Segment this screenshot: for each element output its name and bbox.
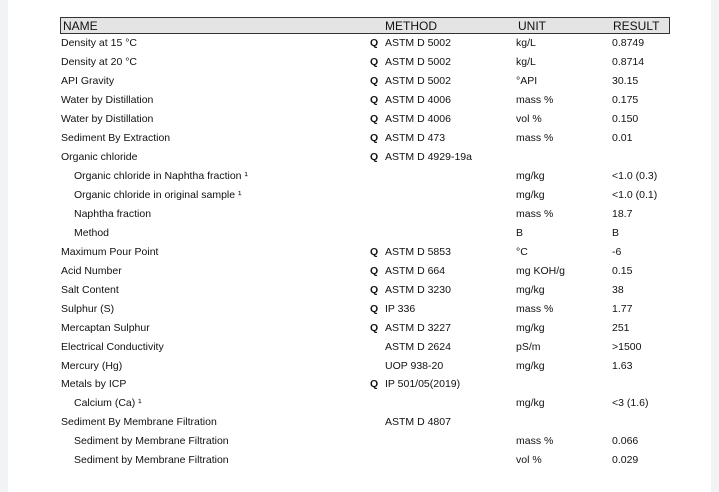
row-name: Mercury (Hg)	[61, 360, 123, 372]
row-method: ASTM D 3230	[385, 284, 451, 296]
quality-mark: Q	[370, 37, 379, 49]
row-name: Organic chloride in original sample ¹	[74, 189, 242, 201]
row-name: Maximum Pour Point	[61, 246, 159, 258]
row-result: 0.8749	[612, 37, 645, 49]
row-result: 0.175	[612, 94, 639, 106]
row-name: Sediment By Extraction	[61, 132, 171, 144]
row-method: ASTM D 473	[385, 132, 446, 144]
row-name: Method	[74, 227, 110, 239]
table-row	[8, 303, 711, 322]
row-method: ASTM D 664	[385, 265, 446, 277]
table-row	[8, 341, 711, 360]
row-unit: mg/kg	[516, 360, 545, 372]
row-result: 251	[612, 322, 630, 334]
row-name: Organic chloride	[61, 151, 138, 163]
row-method: ASTM D 4006	[385, 113, 451, 125]
quality-mark: Q	[370, 151, 379, 163]
row-result: 0.01	[612, 132, 633, 144]
row-method: ASTM D 2624	[385, 341, 451, 353]
row-name: Water by Distillation	[61, 113, 154, 125]
table-row	[8, 416, 711, 435]
row-name: Density at 20 °C	[61, 56, 137, 68]
row-name: Sediment By Membrane Filtration	[61, 416, 217, 428]
table-row	[8, 360, 711, 379]
row-method: ASTM D 4929-19a	[385, 151, 472, 163]
table-row	[8, 94, 711, 113]
quality-mark: Q	[370, 113, 379, 125]
row-name: Sediment by Membrane Filtration	[74, 435, 229, 447]
table-row	[8, 378, 711, 397]
header-result: RESULT	[613, 19, 660, 33]
table-row	[8, 132, 711, 151]
row-result: <1.0 (0.1)	[612, 189, 658, 201]
row-unit: B	[516, 227, 524, 239]
row-result: <1.0 (0.3)	[612, 170, 658, 182]
row-method: IP 501/05(2019)	[385, 378, 461, 390]
row-unit: kg/L	[516, 37, 536, 49]
row-name: Calcium (Ca) ¹	[74, 397, 142, 409]
quality-mark: Q	[370, 132, 379, 144]
table-row	[8, 265, 711, 284]
quality-mark: Q	[370, 322, 379, 334]
table-row	[8, 454, 711, 473]
row-unit: mg/kg	[516, 189, 545, 201]
row-unit: mass %	[516, 132, 554, 144]
row-name: Sediment by Membrane Filtration	[74, 454, 229, 466]
row-name: Mercaptan Sulphur	[61, 322, 150, 334]
header-unit: UNIT	[518, 19, 546, 33]
table-row	[8, 397, 711, 416]
row-result: 38	[612, 284, 624, 296]
row-method: ASTM D 5853	[385, 246, 451, 258]
row-result: 0.029	[612, 454, 639, 466]
table-row	[8, 322, 711, 341]
row-method: ASTM D 5002	[385, 56, 451, 68]
quality-mark: Q	[370, 75, 379, 87]
header-method: METHOD	[385, 19, 437, 33]
row-unit: mg/kg	[516, 284, 545, 296]
table-row	[8, 113, 711, 132]
table-row	[8, 37, 711, 56]
table-row	[8, 208, 711, 227]
row-result: B	[612, 227, 620, 239]
table-row	[8, 56, 711, 75]
row-unit: mass %	[516, 208, 554, 220]
quality-mark: Q	[370, 265, 379, 277]
row-name: Water by Distillation	[61, 94, 154, 106]
row-unit: mass %	[516, 94, 554, 106]
row-result: 0.066	[612, 435, 639, 447]
table-row	[8, 435, 711, 454]
row-method: UOP 938-20	[385, 360, 444, 372]
quality-mark: Q	[370, 246, 379, 258]
table-header	[60, 17, 670, 34]
header-name: NAME	[63, 19, 98, 33]
table-row	[8, 246, 711, 265]
row-unit: mg/kg	[516, 170, 545, 182]
row-name: Salt Content	[61, 284, 119, 296]
row-unit: °C	[516, 246, 528, 258]
row-method: ASTM D 4807	[385, 416, 451, 428]
row-unit: mass %	[516, 303, 554, 315]
row-method: IP 336	[385, 303, 416, 315]
row-method: ASTM D 5002	[385, 37, 451, 49]
table-row	[8, 284, 711, 303]
row-unit: pS/m	[516, 341, 541, 353]
row-result: 1.63	[612, 360, 633, 372]
row-unit: vol %	[516, 113, 542, 125]
row-unit: kg/L	[516, 56, 536, 68]
row-method: ASTM D 4006	[385, 94, 451, 106]
row-name: Metals by ICP	[61, 378, 127, 390]
table-row	[8, 75, 711, 94]
row-result: 0.8714	[612, 56, 645, 68]
quality-mark: Q	[370, 56, 379, 68]
row-result: 18.7	[612, 208, 633, 220]
row-name: API Gravity	[61, 75, 115, 87]
row-name: Sulphur (S)	[61, 303, 115, 315]
row-result: 1.77	[612, 303, 633, 315]
row-name: Density at 15 °C	[61, 37, 137, 49]
row-method: ASTM D 5002	[385, 75, 451, 87]
table-row	[8, 227, 711, 246]
row-unit: mg/kg	[516, 322, 545, 334]
quality-mark: Q	[370, 94, 379, 106]
row-result: <3 (1.6)	[612, 397, 649, 409]
row-name: Electrical Conductivity	[61, 341, 164, 353]
row-name: Naphtha fraction	[74, 208, 152, 220]
row-result: 0.150	[612, 113, 639, 125]
quality-mark: Q	[370, 378, 379, 390]
row-unit: mg KOH/g	[516, 265, 566, 277]
row-result: >1500	[612, 341, 642, 353]
row-result: 30.15	[612, 75, 639, 87]
table-row	[8, 189, 711, 208]
table-row	[8, 170, 711, 189]
table-row	[8, 151, 711, 170]
row-method: ASTM D 3227	[385, 322, 451, 334]
row-result: 0.15	[612, 265, 633, 277]
row-unit: vol %	[516, 454, 542, 466]
document-page	[8, 0, 711, 492]
row-name: Acid Number	[61, 265, 122, 277]
quality-mark: Q	[370, 303, 379, 315]
row-unit: mg/kg	[516, 397, 545, 409]
row-unit: °API	[516, 75, 538, 87]
row-unit: mass %	[516, 435, 554, 447]
quality-mark: Q	[370, 284, 379, 296]
row-name: Organic chloride in Naphtha fraction ¹	[74, 170, 248, 182]
row-result: -6	[612, 246, 622, 258]
